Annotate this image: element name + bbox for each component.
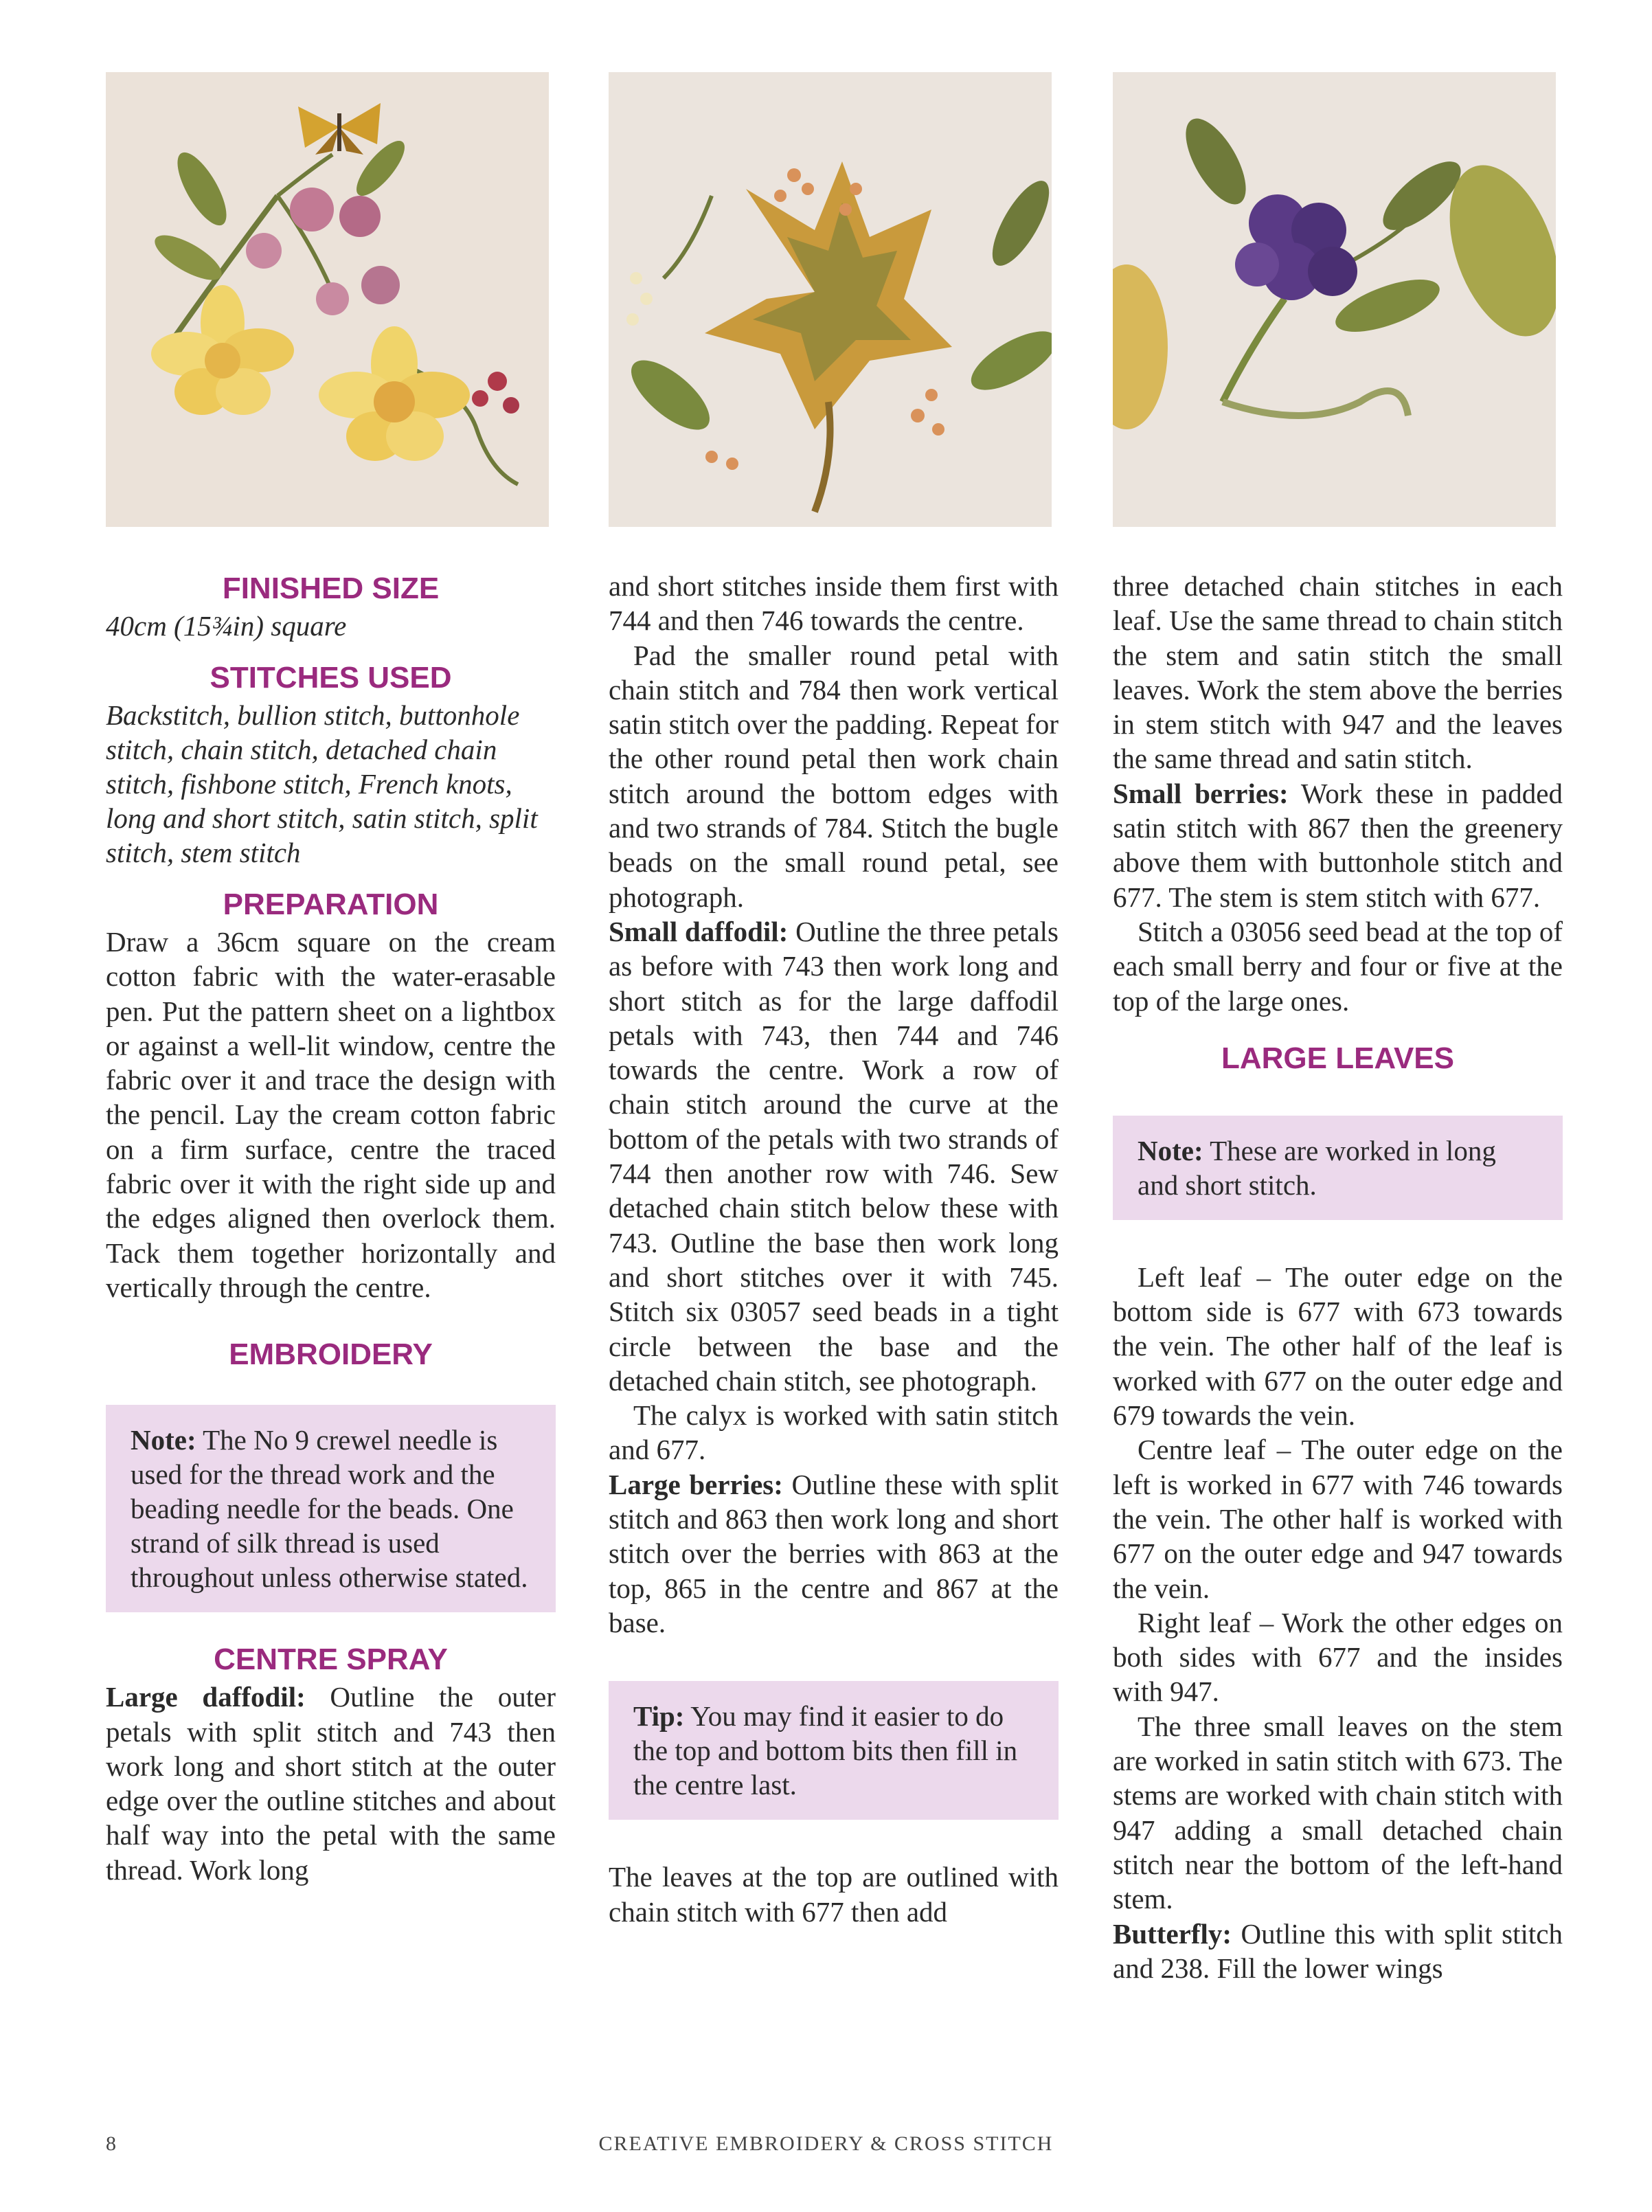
- leaves-continued: three detached chain stitches in each leaf. Use the same thread to chain stitch the stem and satin stitch the small leaves. Work the stem above the berries in stem stitch with 947 and the leaves the same thread and satin stitch.: [1113, 570, 1563, 775]
- column-1: [106, 569, 556, 1887]
- large-daffodil-continued: and short stitches inside them first with 744 and then 746 towards the centre.: [609, 570, 1059, 637]
- preparation-text: Draw a 36cm square on the cream cotton fabric with the water-erasable pen. Put the pattern sheet on a lightbox or against a well-lit window, centre the fabric over it and trace the design with the pencil. Lay the cream cotton fabric on a firm surface, centre the traced fabric over it with the right side up and the edges aligned then overlock them. Tack them together horizontally and vertically through the centre.: [106, 926, 556, 1303]
- magazine-title: CREATIVE EMBROIDERY & CROSS STITCH: [598, 2132, 1054, 2155]
- small-berries-label: Small berries:: [1113, 777, 1289, 809]
- column-3: [1113, 569, 1563, 1985]
- embroidery-photo-2: [609, 72, 1052, 527]
- centre-spray-heading: CENTRE SPRAY: [214, 1643, 448, 1677]
- stitches-used-list: Backstitch, bullion stitch, buttonhole stitch, chain stitch, detached chain stitch, fishbone stitch, French knots, long and short stitch, satin stitch, split stitch, stem stitch: [106, 699, 538, 868]
- tip-label: Tip:: [633, 1700, 685, 1733]
- small-daffodil-label: Small daffodil:: [609, 915, 789, 947]
- stitches-used-heading: STITCHES USED: [210, 661, 452, 695]
- embroidery-heading: EMBROIDERY: [229, 1338, 433, 1372]
- butterfly-paragraph: [1113, 1917, 1563, 1986]
- photo-large-leaf: [609, 72, 1052, 527]
- note-label: Note:: [131, 1424, 196, 1456]
- large-berries-text: Outline these with split stitch and 863 then work long and short stitch over the berries with 863 at the top, 865 in the centre and 867 at the base.: [609, 1468, 1059, 1638]
- butterfly-label: Butterfly:: [1113, 1917, 1232, 1950]
- large-leaves-note: [1113, 1116, 1563, 1220]
- finished-size-heading: FINISHED SIZE: [222, 572, 440, 605]
- large-berries-label: Large berries:: [609, 1468, 783, 1500]
- small-berries-text: Work these in padded satin stitch with 867 then the greenery above them with buttonhole stitch and 677. The stem is stem stitch with 677.: [1113, 777, 1563, 913]
- small-leaves-paragraph: The three small leaves on the stem are worked in satin stitch with 673. The stems are worked with chain stitch with 947 adding a small detached chain stitch near the bottom of the left-hand stem.: [1113, 1710, 1563, 1915]
- tip-box: [609, 1681, 1059, 1820]
- small-berries-paragraph: [1113, 776, 1563, 914]
- centre-leaf-paragraph: Centre leaf – The outer edge on the left is worked in 677 with 746 towards the vein. The other half is worked with 677 on the outer edge and 947 towards the vein.: [1113, 1434, 1563, 1604]
- tip-text: You may find it easier to do the top and bottom bits then fill in the centre last.: [633, 1700, 1018, 1801]
- small-daffodil-text: Outline the three petals as before with 743 then work long and short stitch as for the large daffodil petals with 743, then 744 and 746 towards the centre. Work a row of chain stitch around the curve at the bottom of the petals with two strands of 744 then another row with 746. Sew detached chain stitch below these with 743. Outline the base then work long and short stitches over it with 745. Stitch six 03057 seed beads in a tight circle between the base and the detached chain stitch, see photograph.: [609, 915, 1059, 1397]
- left-leaf-paragraph: Left leaf – The outer edge on the bottom side is 677 with 673 towards the vein. The other half of the leaf is worked with 677 on the outer edge and 679 towards the vein.: [1113, 1261, 1563, 1432]
- seed-bead-paragraph: Stitch a 03056 seed bead at the top of each small berry and four or five at the top of the large ones.: [1113, 915, 1563, 1017]
- butterfly-text: Outline this with split stitch and 238. Fill the lower wings: [1113, 1917, 1563, 1984]
- right-leaf-paragraph: Right leaf – Work the other edges on both sides with 677 and the insides with 947.: [1113, 1606, 1563, 1708]
- large-daffodil-label: Large daffodil:: [106, 1681, 306, 1713]
- preparation-heading: PREPARATION: [223, 888, 439, 921]
- note-text: The No 9 crewel needle is used for the thread work and the beading needle for the beads. One strand of silk thread is used throughout unless otherwise stated.: [131, 1424, 528, 1594]
- large-berries-paragraph: [609, 1467, 1059, 1640]
- large-daffodil-text: Outline the outer petals with split stitch and 743 then work long and short stitch at the outer edge over the outline stitches and about half way into the petal with the same thread. Work long: [106, 1681, 556, 1886]
- embroidery-photo-3: [1113, 72, 1556, 527]
- column-2: [609, 569, 1059, 1929]
- note-label: Note:: [1138, 1134, 1203, 1166]
- photo-berries: [1113, 72, 1556, 527]
- note-text: These are worked in long and short stitch.: [1138, 1134, 1496, 1201]
- calyx-paragraph: The calyx is worked with satin stitch and 677.: [609, 1399, 1059, 1466]
- leaves-top-paragraph: The leaves at the top are outlined with chain stitch with 677 then add: [609, 1861, 1059, 1928]
- photo-daffodil-spray: [106, 72, 549, 527]
- embroidery-photo-1: [106, 72, 549, 527]
- finished-size-value: 40cm (15¾in) square: [106, 610, 347, 642]
- page-number: 8: [106, 2132, 117, 2155]
- round-petal-paragraph: Pad the smaller round petal with chain stitch and 784 then work vertical satin stitch over the padding. Repeat for the other round petal then work chain stitch around the bottom edges with and two strands of 784. Stitch the bugle beads on the small round petal, see photograph.: [609, 639, 1059, 913]
- embroidery-note: [106, 1405, 556, 1612]
- large-daffodil-paragraph: [106, 1680, 556, 1887]
- large-leaves-heading: LARGE LEAVES: [1221, 1041, 1454, 1075]
- small-daffodil-paragraph: [609, 914, 1059, 1398]
